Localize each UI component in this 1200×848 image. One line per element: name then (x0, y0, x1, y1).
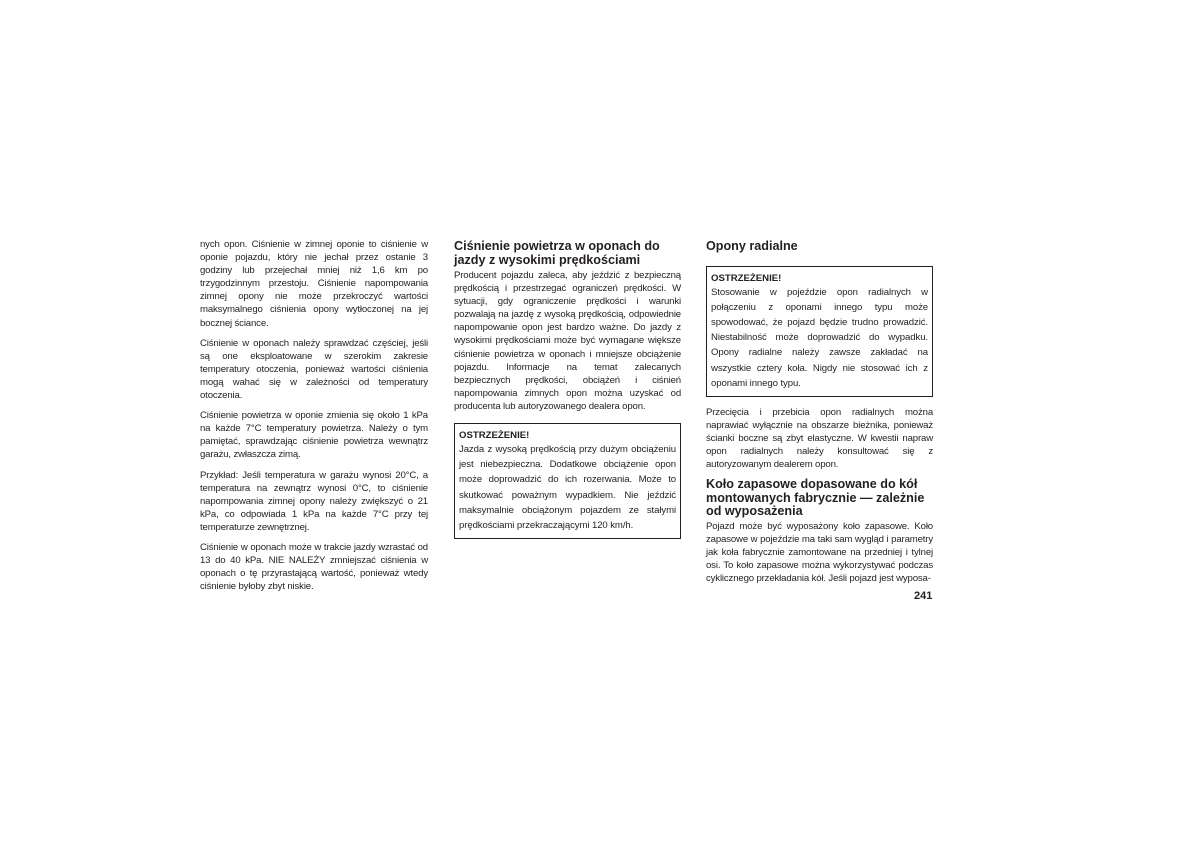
paragraph-spare-wheel: Pojazd może być wyposażony koło zapasowe. Koło zapasowe w pojeździe ma taki sam wygląd i parametry jak koła fabrycznie zamontowane na przedniej i tylnej osi. To koło zapasowe można wykorzystywać podczas cyklicznego przekładania kół. Jeśli pojazd jest wyposa- (706, 520, 933, 585)
paragraph-example: Przykład: Jeśli temperatura w garażu wynosi 20°C, a temperatura na zewnątrz wynosi 0°C, to ciśnienie napompowania zimnej opony należy zwiększyć o 21 kPa, co odpowiada 1 kPa na każde 7°C przy tej temperaturze zewnętrznej. (200, 469, 428, 533)
warning-box-high-speed (454, 423, 681, 539)
warning-title: OSTRZEŻENIE! (711, 272, 782, 284)
heading-spare-wheel: Koło zapasowe dopasowane do kół montowanych fabrycznie — zależnie od wyposażenia (706, 477, 925, 519)
heading-high-speed-pressure: Ciśnienie powietrza w oponach do jazdy z wysokimi prędkościami (454, 239, 660, 267)
paragraph-radial-repair: Przecięcia i przebicia opon radialnych można naprawiać wyłącznie na obszarze bieżnika, ponieważ ścianki boczne są zbyt elastyczne. W kwestii napraw opon radialnych należy konsultować się z autoryzowanym dealerem opon. (706, 406, 933, 471)
column-left (200, 238, 428, 600)
paragraph-high-speed: Producent pojazdu zaleca, aby jeździć z bezpieczną prędkością i przestrzegać ograniczeń prędkości. W sytuacji, gdy ograniczenie prędkości i warunki pozwalają na jazdę z wysoką prędkością, odpowiednie napompowanie opon jest bardzo ważne. Do jazdy z wysokimi prędkościami może być wymagane większe ciśnienie powietrza w oponach i mniejsze obciążenie pojazdu. Informacje na temat zalecanych bezpiecznych prędkości, obciążeń i ciśnień napompowania zimnych opon można uzyskać od producenta lub autoryzowanego dealera opon. (454, 270, 681, 412)
warning-body: Stosowanie w pojeździe opon radialnych w połączeniu z oponami innego typu może spowodować, że pojazd będzie trudno prowadzić. Niestabilność może doprowadzić do wypadku. Opony radialne należy zawsze zakładać na wszystkie cztery koła. Nigdy nie stosować ich z oponami innego typu. (711, 286, 928, 389)
warning-title: OSTRZEŻENIE! (459, 430, 530, 442)
page-number: 241 (914, 590, 933, 602)
paragraph-cold-tire-pressure: nych opon. Ciśnienie w zimnej oponie to ciśnienie w oponie pojazdu, który nie jechał przez ostanie 3 godziny lub przejechał mniej niż 1,6 km po trzygodzinnym przestoju. Ciśnienie napompowania zimnej opony nie może przekroczyć wartości maksymalnego ciśnienia opony wytłoczonej na jej bocznej ściance. (200, 239, 428, 329)
column-middle (454, 238, 681, 548)
column-right (706, 238, 933, 592)
paragraph-pressure-temperature: Ciśnienie powietrza w oponie zmienia się około 1 kPa na każde 7°C temperatury powietrza. Należy o tym pamiętać, sprawdzając ciśnienie powietrza wewnątrz garażu, zwłaszcza zimą. (200, 410, 428, 461)
heading-radial-tires: Opony radialne (706, 239, 798, 253)
paragraph-check-frequency: Ciśnienie w oponach należy sprawdzać częściej, jeśli są one eksploatowane w szerokim zakresie temperatury otoczenia, ponieważ wartości ciśnienia mogą wahać się w zależności od temperatury otoczenia. (200, 337, 428, 402)
warning-body: Jazda z wysoką prędkością przy dużym obciążeniu jest niebezpieczna. Dodatkowe obciążenie opon może doprowadzić do ich rozerwania. Może to skutkować poważnym wypadkiem. Nie jeździć maksymalnie obciążonym pojazdem ze stałymi prędkościami przekraczającymi 120 km/h. (459, 444, 676, 532)
paragraph-driving-increase: Ciśnienie w oponach może w trakcie jazdy wzrastać od 13 do 40 kPa. NIE NALEŻY zmniejszać ciśnienia w oponach o tę przyrastającą wartość, ponieważ wtedy ciśnienie byłoby zbyt niskie. (200, 541, 428, 593)
warning-box-radial (706, 266, 933, 397)
